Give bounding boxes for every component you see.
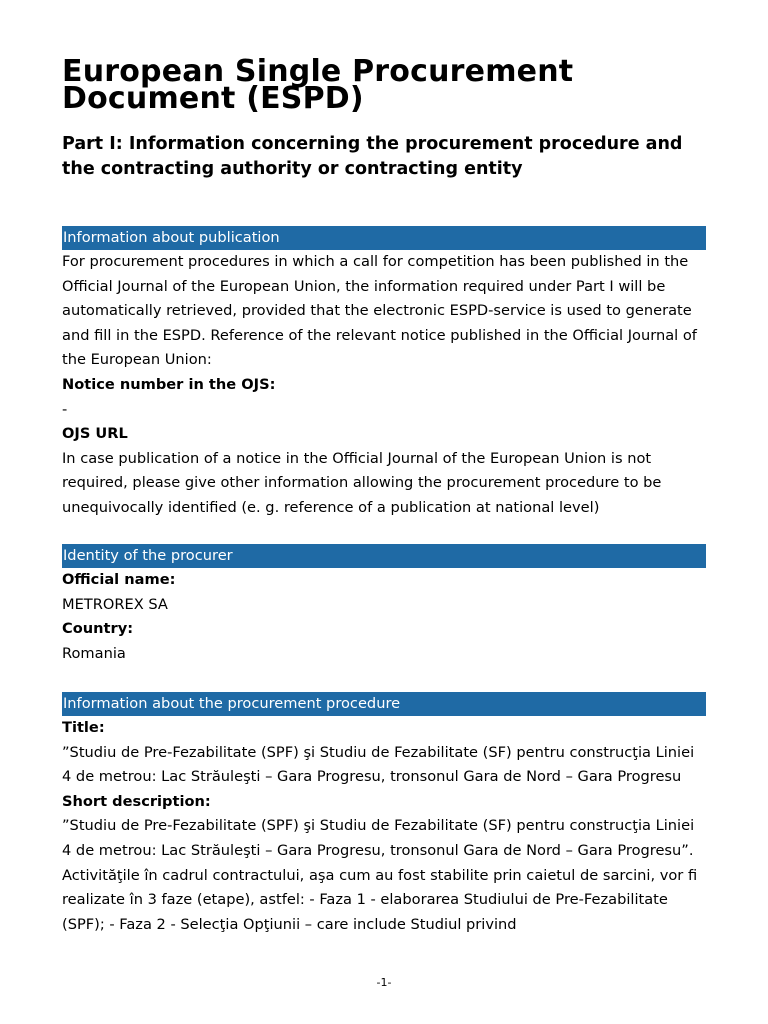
procurer-section-header: Identity of the procurer (62, 544, 706, 568)
short-description-value: ”Studiu de Pre-Fezabilitate (SPF) şi Studiu de Fezabilitate (SF) pentru construcţia Liniei 4 de metrou: Lac Străuleşti – Gara Progresu, tronsonul Gara de Nord – Gara Progresu”. Activităţile în cadrul contractului, aşa cum au fost stabilite prin caietul de sarcini, vor fi realizate în 3 faze (etape), astfel: - Faza 1 - elaborarea Studiului de Pre-Fezabilitate (SPF); - Faza 2 - Selecţia Opţiunii – care include Studiul privind (62, 817, 698, 933)
publication-section-header: Information about publication (62, 226, 706, 250)
official-name-value: METROREX SA (62, 595, 168, 613)
procedure-title-label: Title: (62, 719, 105, 736)
other-publication-info-text: In case publication of a notice in the Official Journal of the European Union is not required, please give other information allowing the procurement procedure to be unequivocally identified (e. g. reference of a publication at national level) (62, 449, 662, 516)
ojs-url-label: OJS URL (62, 425, 128, 443)
procedure-section (62, 692, 706, 937)
short-description-label: Short description: (62, 792, 211, 810)
procedure-title-value: ”Studiu de Pre-Fezabilitate (SPF) şi Studiu de Fezabilitate (SF) pentru construcţia Liniei 4 de metrou: Lac Străuleşti – Gara Progresu, tronsonul Gara de Nord – Gara Progresu (62, 743, 695, 786)
page-number: -1- (376, 976, 392, 989)
notice-number-value: - (62, 400, 68, 418)
official-name-label: Official name: (62, 571, 176, 588)
publication-section (62, 226, 706, 521)
country-label: Country: (62, 620, 134, 638)
document-title: European Single Procurement Document (ESPD) (62, 54, 574, 116)
publication-intro-text: For procurement procedures in which a call for competition has been published in the Official Journal of the European Union, the information required under Part I will be automatically retrieved, provided that the electronic ESPD-service is used to generate and fill in the ESPD. Reference of the relevant notice published in the Official Journal of the European Union: (62, 253, 697, 369)
part-title: Part I: Information concerning the procurement procedure and the contracting authority or contracting entity (62, 134, 683, 179)
document-page (62, 54, 706, 933)
country-value: Romania (62, 644, 126, 662)
notice-number-label: Notice number in the OJS: (62, 375, 276, 393)
procedure-section-header: Information about the procurement procedure (62, 692, 706, 716)
procurer-identity-section (62, 544, 706, 666)
